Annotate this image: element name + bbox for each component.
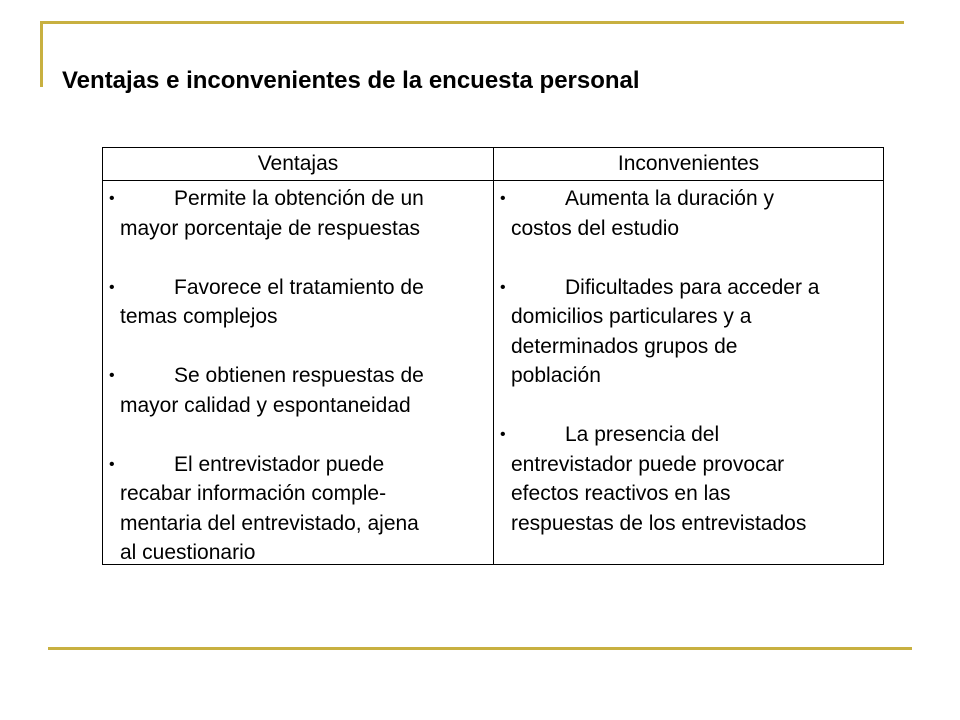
top-decorative-rule	[40, 21, 904, 24]
item-line: respuestas de los entrevistados	[511, 511, 807, 535]
item-line: El entrevistador puede	[174, 452, 385, 476]
item-line: recabar información comple-	[120, 482, 387, 505]
bullet-icon: •	[500, 190, 506, 207]
bullet-icon: •	[109, 190, 115, 207]
inconveniente-item	[494, 184, 883, 243]
item-line: determinados grupos de	[511, 334, 738, 358]
slide-title: Ventajas e inconvenientes de la encuesta personal	[62, 67, 640, 94]
bullet-icon: •	[500, 426, 506, 443]
inconveniente-item	[494, 420, 883, 538]
pros-cons-table	[102, 147, 884, 565]
item-line: Permite la obtención de un	[174, 187, 424, 210]
item-line: Favorece el tratamiento de	[174, 275, 424, 299]
item-line: población	[511, 364, 601, 387]
item-line: efectos reactivos en las	[511, 482, 731, 505]
left-decorative-rule	[40, 21, 43, 87]
ventajas-header: Ventajas	[103, 148, 493, 181]
inconveniente-item	[494, 273, 883, 391]
ventajas-column	[103, 148, 494, 564]
inconvenientes-list	[494, 181, 883, 538]
bullet-icon: •	[500, 278, 506, 296]
item-line: La presencia del	[565, 423, 720, 446]
bottom-decorative-rule	[48, 647, 912, 650]
item-line: temas complejos	[120, 305, 278, 328]
item-line: mentaria del entrevistado, ajena	[120, 511, 419, 535]
ventajas-list	[103, 181, 493, 568]
bullet-icon: •	[109, 455, 115, 473]
ventaja-item	[103, 361, 493, 420]
ventaja-item	[103, 450, 493, 568]
item-line: Dificultades para acceder a	[565, 275, 820, 299]
inconvenientes-column	[494, 148, 883, 564]
item-line: mayor calidad y espontaneidad	[120, 393, 411, 417]
ventaja-item	[103, 273, 493, 332]
item-line: costos del estudio	[511, 216, 680, 240]
inconvenientes-header: Inconvenientes	[494, 148, 883, 181]
ventaja-item	[103, 184, 493, 243]
item-line: Se obtienen respuestas de	[174, 364, 424, 387]
bullet-icon: •	[109, 367, 115, 384]
item-line: Aumenta la duración y	[565, 187, 774, 210]
item-line: al cuestionario	[120, 541, 256, 564]
bullet-icon: •	[109, 278, 115, 296]
item-line: domicilios particulares y a	[511, 305, 752, 328]
item-line: entrevistador puede provocar	[511, 452, 785, 476]
item-line: mayor porcentaje de respuestas	[120, 216, 420, 240]
